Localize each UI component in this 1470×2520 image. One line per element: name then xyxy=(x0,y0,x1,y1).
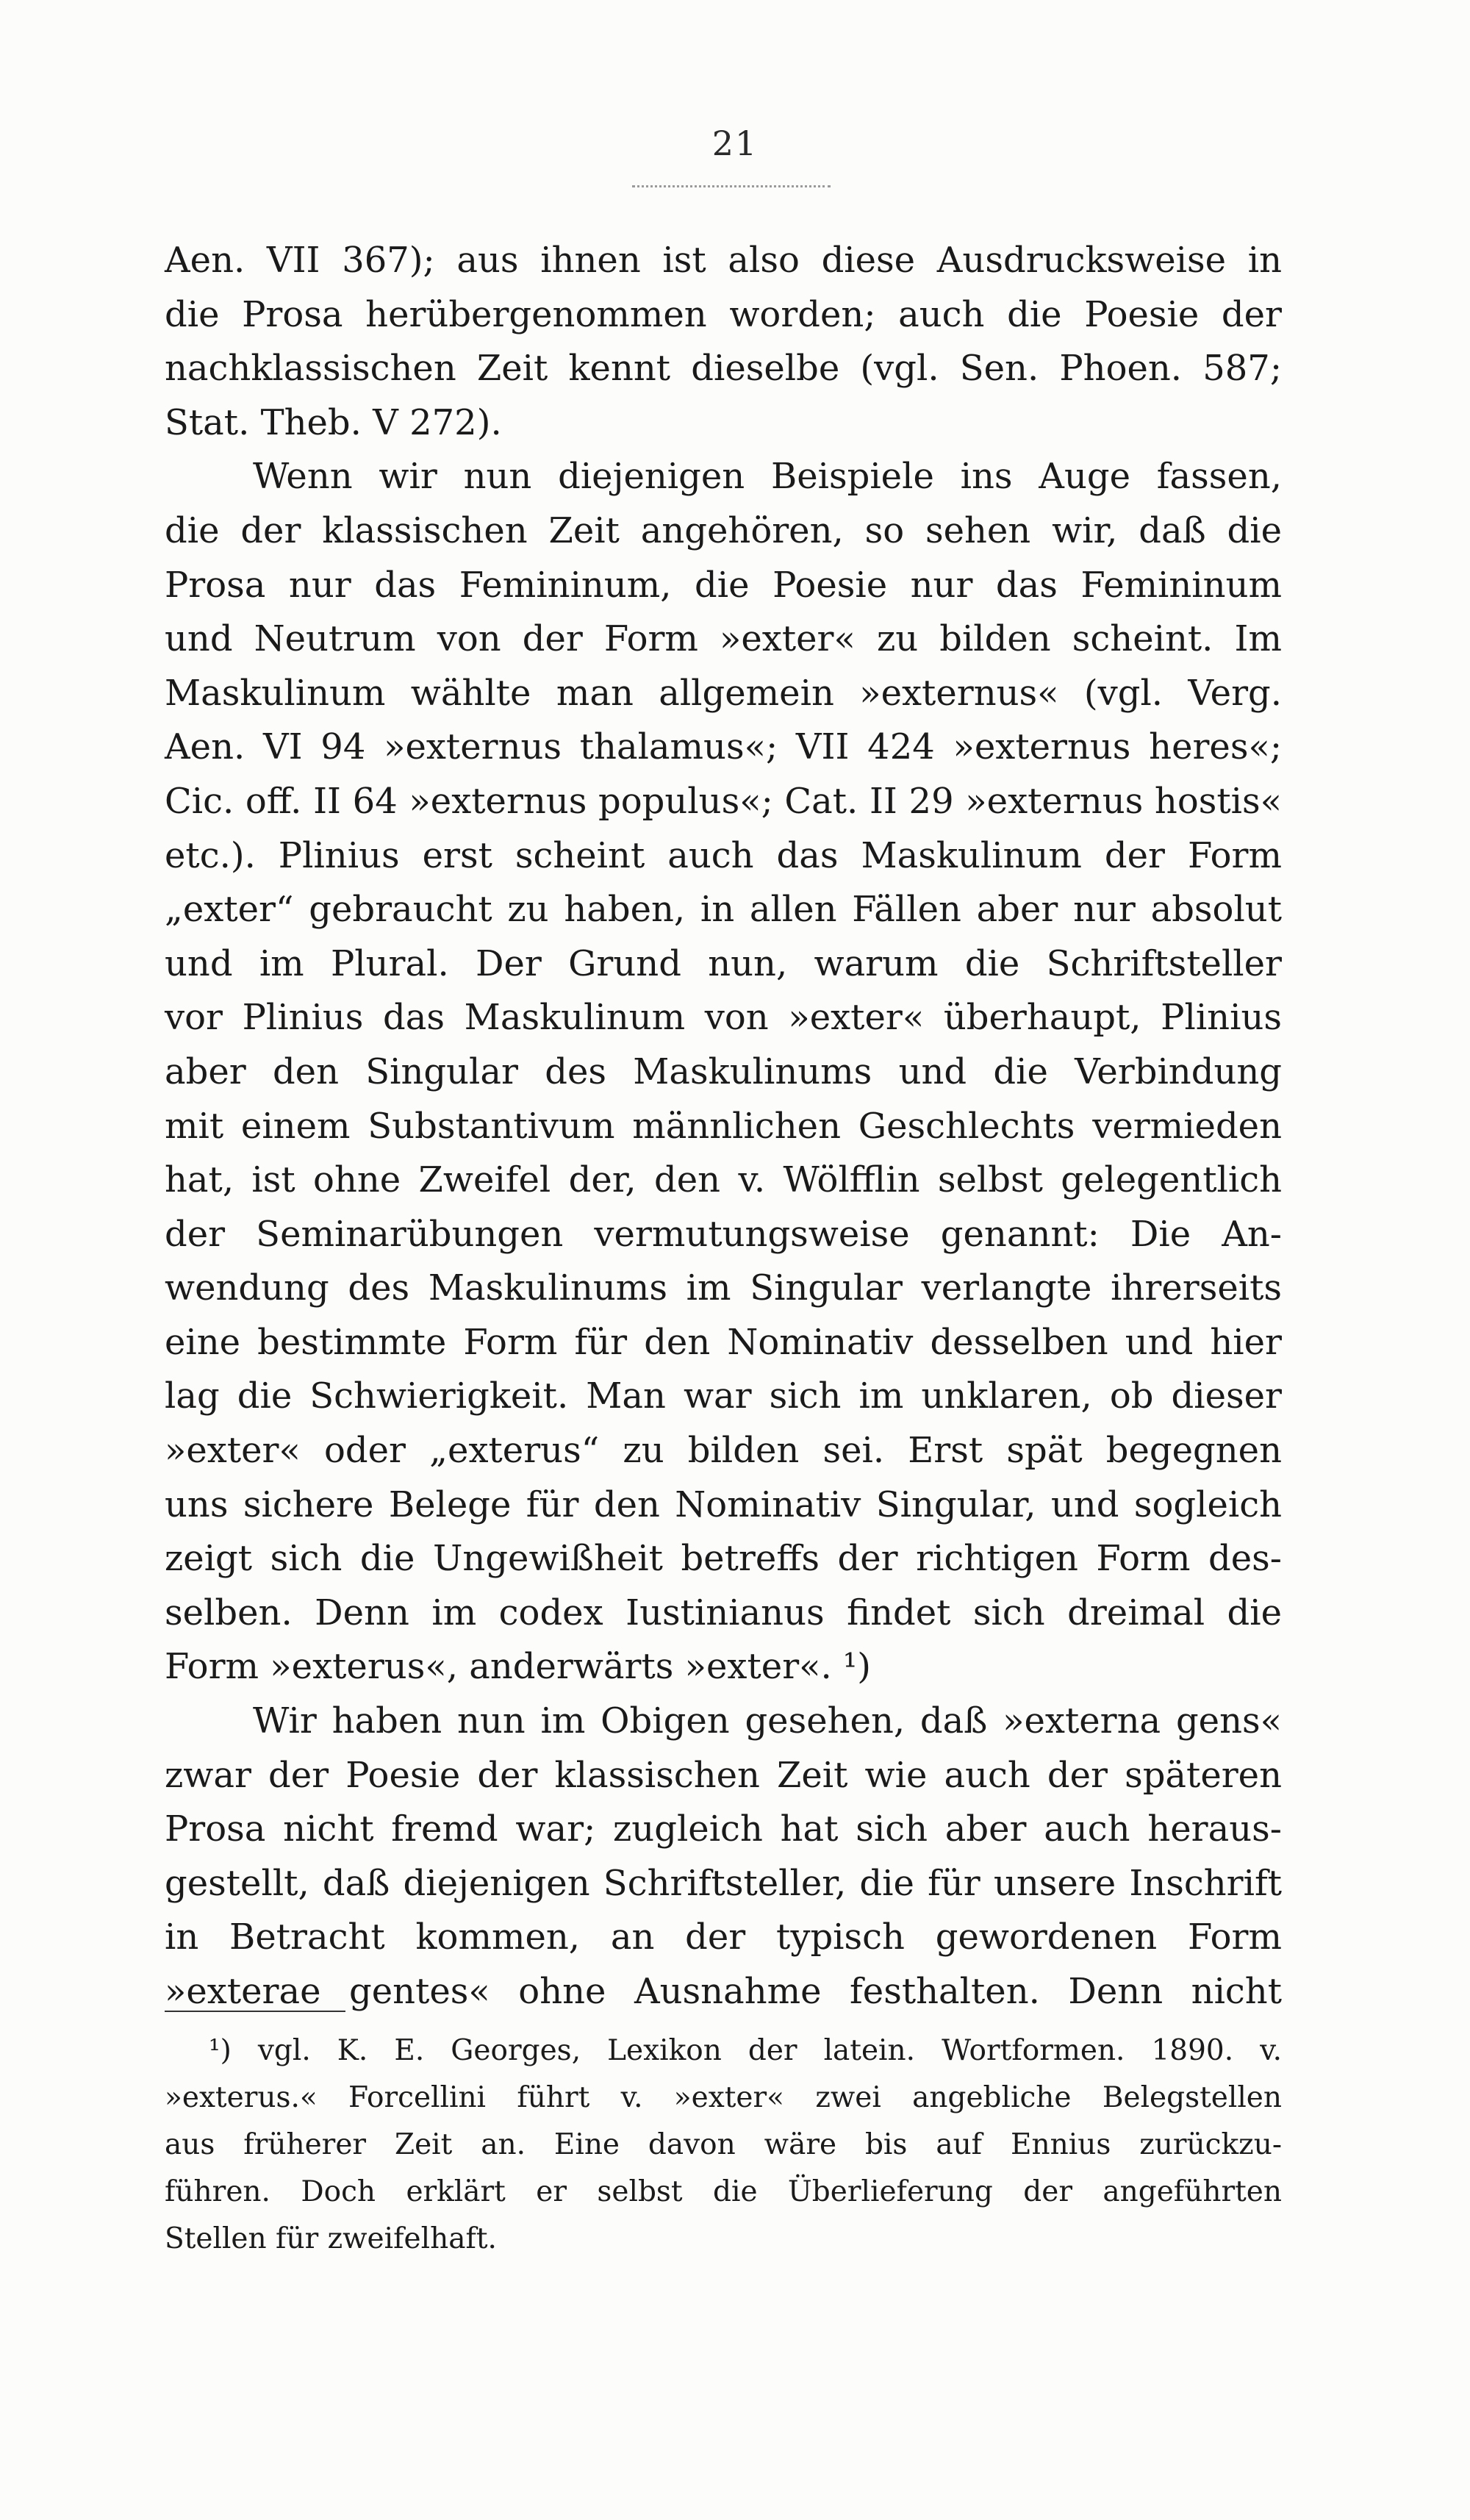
text-line: Aen. VII 367); aus ihnen ist also diese Ausdrucksweise in xyxy=(165,240,1282,281)
text-line: und Neutrum von der Form »exter« zu bilden scheint. Im xyxy=(165,618,1282,660)
text-line: »exterae gentes« ohne Ausnahme festhalten. Denn nicht xyxy=(165,1971,1282,2012)
text-line: Maskulinum wählte man allgemein »externus« (vgl. Verg. xyxy=(165,672,1282,714)
text-line: Form »exterus«, anderwärts »exter«. ¹) xyxy=(165,1646,871,1688)
footnote-line: »exterus.« Forcellini führt v. »exter« zwei angebliche Belegstellen xyxy=(165,2081,1282,2114)
text-line: selben. Denn im codex Iustinianus findet sich dreimal die xyxy=(165,1592,1282,1633)
text-line: lag die Schwierigkeit. Man war sich im unklaren, ob dieser xyxy=(165,1375,1282,1417)
footnote xyxy=(165,2027,1282,2263)
text-line: zeigt sich die Ungewißheit betreffs der richtigen Form des- xyxy=(165,1538,1282,1580)
text-line: mit einem Substantivum männlichen Geschlechts vermieden xyxy=(165,1105,1282,1147)
text-line: nachklassischen Zeit kennt dieselbe (vgl. Sen. Phoen. 587; xyxy=(165,348,1282,390)
text-line: Cic. off. II 64 »externus populus«; Cat. II 29 »externus hostis« xyxy=(165,780,1282,822)
footnote-line: ¹) vgl. K. E. Georges, Lexikon der latein. Wortformen. 1890. v. xyxy=(209,2034,1282,2067)
text-line: Prosa nicht fremd war; zugleich hat sich aber auch heraus- xyxy=(165,1808,1282,1850)
text-line: hat, ist ohne Zweifel der, den v. Wölfflin selbst gelegentlich xyxy=(165,1159,1282,1201)
text-line: uns sichere Belege für den Nominativ Singular, und sogleich xyxy=(165,1483,1282,1525)
text-line: wendung des Maskulinums im Singular verlangte ihrerseits xyxy=(165,1267,1282,1309)
text-line: Prosa nur das Femininum, die Poesie nur das Femininum xyxy=(165,564,1282,606)
text-line: der Seminarübungen vermutungsweise genannt: Die An- xyxy=(165,1213,1282,1255)
text-line: aber den Singular des Maskulinums und die Verbindung xyxy=(165,1050,1282,1092)
text-line: „exter“ gebraucht zu haben, in allen Fällen aber nur absolut xyxy=(165,889,1282,931)
footnote-line: Stellen für zweifelhaft. xyxy=(165,2222,497,2255)
text-line: »exter« oder „exterus“ zu bilden sei. Erst spät begegnen xyxy=(165,1430,1282,1472)
body-text xyxy=(165,234,1282,2019)
text-line: zwar der Poesie der klassischen Zeit wie auch der späteren xyxy=(165,1754,1282,1796)
text-line: in Betracht kommen, an der typisch gewordenen Form xyxy=(165,1916,1282,1958)
text-line: vor Plinius das Maskulinum von »exter« überhaupt, Plinius xyxy=(165,997,1282,1039)
text-line: Wir haben nun im Obigen gesehen, daß »externa gens« xyxy=(253,1700,1282,1742)
text-line: und im Plural. Der Grund nun, warum die Schriftsteller xyxy=(165,942,1282,984)
text-line: die der klassischen Zeit angehören, so sehen wir, daß die xyxy=(165,509,1282,551)
footnote-line: führen. Doch erklärt er selbst die Überlieferung der angeführten xyxy=(165,2175,1282,2208)
text-line: Stat. Theb. V 272). xyxy=(165,401,502,443)
text-line: eine bestimmte Form für den Nominativ desselben und hier xyxy=(165,1321,1282,1363)
text-line: etc.). Plinius erst scheint auch das Maskulinum der Form xyxy=(165,834,1282,876)
text-line: Wenn wir nun diejenigen Beispiele ins Auge fassen, xyxy=(253,456,1282,498)
page-number: 21 xyxy=(711,124,759,163)
header-rule xyxy=(632,185,831,187)
text-line: gestellt, daß diejenigen Schriftsteller, die für unsere Inschrift xyxy=(165,1862,1282,1904)
footnote-rule xyxy=(165,2011,345,2012)
text-line: Aen. VI 94 »externus thalamus«; VII 424 »externus heres«; xyxy=(165,726,1282,768)
footnote-line: aus früherer Zeit an. Eine davon wäre bis auf Ennius zurückzu- xyxy=(165,2128,1282,2161)
text-line: die Prosa herübergenommen worden; auch die Poesie der xyxy=(165,293,1282,335)
